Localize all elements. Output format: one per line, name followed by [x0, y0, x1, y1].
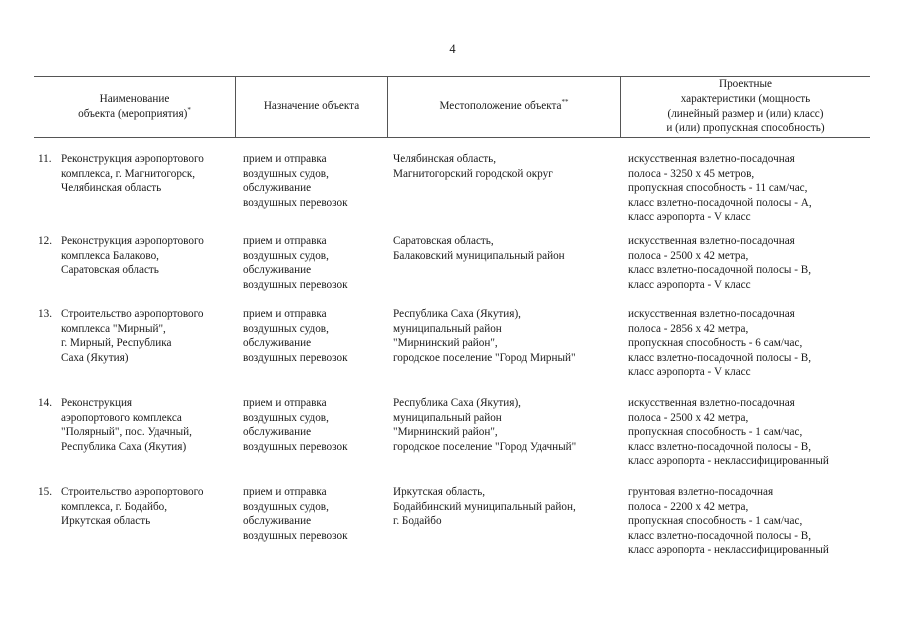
- row-object-name: Реконструкция аэропортового комплекса Балаково, Саратовская область: [61, 235, 204, 277]
- row-purpose: прием и отправка воздушных судов, обслуживание воздушных перевозок: [243, 235, 348, 291]
- row-purpose: прием и отправка воздушных судов, обслуживание воздушных перевозок: [243, 153, 348, 209]
- row-characteristics: грунтовая взлетно-посадочная полоса - 2200 x 42 метра, пропускная способность - 1 сам/час, класс взлетно-посадочной полосы - В, класс аэропорта - неклассифицированный: [628, 486, 829, 557]
- row-object-name: Реконструкция аэропортового комплекса "Полярный", пос. Удачный, Республика Саха (Якутия): [61, 397, 192, 453]
- row-characteristics: искусственная взлетно-посадочная полоса - 2500 x 42 метра, класс взлетно-посадочной полосы - В, класс аэропорта - V класс: [628, 235, 812, 291]
- row-characteristics: искусственная взлетно-посадочная полоса - 3250 x 45 метров, пропускная способность - 11 сам/час, класс взлетно-посадочной полосы - А, класс аэропорта - V класс: [628, 153, 812, 224]
- row-purpose: прием и отправка воздушных судов, обслуживание воздушных перевозок: [243, 486, 348, 542]
- row-object-name: Реконструкция аэропортового комплекса, г. Магнитогорск, Челябинская область: [61, 153, 204, 195]
- header-purpose: [236, 76, 387, 137]
- row-purpose: прием и отправка воздушных судов, обслуживание воздушных перевозок: [243, 308, 348, 364]
- table-header-bottom-rule: [34, 137, 870, 138]
- header-location-label: Местоположение объекта: [439, 100, 562, 113]
- header-location: [388, 76, 620, 137]
- row-characteristics: искусственная взлетно-посадочная полоса - 2856 x 42 метра, пропускная способность - 6 сам/час, класс взлетно-посадочной полосы - В, класс аэропорта - V класс: [628, 308, 812, 379]
- row-characteristics: искусственная взлетно-посадочная полоса - 2500 x 42 метра, пропускная способность - 1 сам/час, класс взлетно-посадочной полосы - В, класс аэропорта - неклассифицированный: [628, 397, 829, 468]
- row-location: Челябинская область, Магнитогорский городской округ: [393, 153, 553, 180]
- row-number: 11.: [38, 153, 52, 165]
- row-number: 15.: [38, 486, 52, 498]
- header-name-footnote: *: [187, 105, 191, 114]
- header-purpose-label: Назначение объекта: [263, 100, 360, 113]
- page-number: 4: [449, 42, 456, 56]
- row-purpose: прием и отправка воздушных судов, обслуживание воздушных перевозок: [243, 397, 348, 453]
- row-location: Саратовская область, Балаковский муниципальный район: [393, 235, 565, 262]
- row-number: 13.: [38, 308, 52, 320]
- row-number: 14.: [38, 397, 52, 409]
- header-name-label: Наименование объекта (мероприятия): [78, 92, 188, 120]
- row-location: Республика Саха (Якутия), муниципальный район "Мирнинский район", городское поселение "Город Мирный": [393, 308, 576, 364]
- row-object-name: Строительство аэропортового комплекса "Мирный", г. Мирный, Республика Саха (Якутия): [61, 308, 204, 364]
- row-number: 12.: [38, 235, 52, 247]
- row-location: Республика Саха (Якутия), муниципальный район "Мирнинский район", городское поселение "Город Удачный": [393, 397, 577, 453]
- header-characteristics: [621, 76, 870, 137]
- header-location-footnote: **: [561, 98, 569, 107]
- header-characteristics-label: Проектные характеристики (мощность (линейный размер и (или) класс) и (или) пропускная способность): [666, 78, 825, 135]
- header-name: [34, 76, 235, 137]
- row-location: Иркутская область, Бодайбинский муниципальный район, г. Бодайбо: [393, 486, 576, 528]
- row-object-name: Строительство аэропортового комплекса, г. Бодайбо, Иркутская область: [61, 486, 204, 528]
